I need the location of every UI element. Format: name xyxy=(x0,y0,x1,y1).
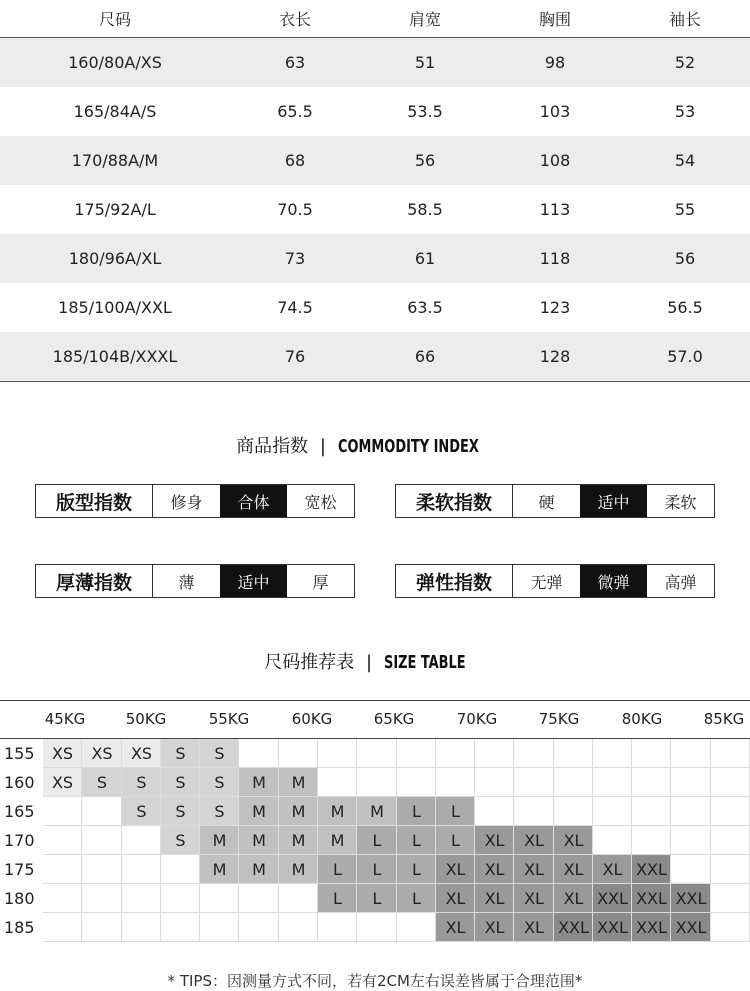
table-cell: 70.5 xyxy=(277,200,313,219)
weight-label: 55KG xyxy=(208,710,250,728)
softness-index-label: 柔软指数 xyxy=(396,485,513,517)
size-cell xyxy=(122,826,161,855)
table-cell: 103 xyxy=(539,102,571,121)
size-cell: S xyxy=(161,797,200,826)
height-label: 180 xyxy=(4,889,35,908)
table-cell: 128 xyxy=(539,347,571,366)
size-cell xyxy=(357,768,397,797)
size-cell xyxy=(397,913,436,942)
size-cell xyxy=(554,797,593,826)
table-cell: 68 xyxy=(284,151,306,170)
table-row xyxy=(0,87,750,136)
table-cell: 160/80A/XS xyxy=(68,53,162,72)
size-cell: XXL xyxy=(632,855,671,884)
size-cell xyxy=(711,739,750,768)
table-cell: 61 xyxy=(414,249,436,268)
size-cell xyxy=(43,826,82,855)
table-header-row xyxy=(0,0,750,38)
size-cell xyxy=(318,913,357,942)
table-cell: 63.5 xyxy=(407,298,443,317)
table-cell: 56 xyxy=(674,249,696,268)
table-row xyxy=(0,136,750,185)
size-cell xyxy=(279,913,318,942)
size-cell: XS xyxy=(122,739,161,768)
size-cell xyxy=(671,855,711,884)
size-recommendation-grid xyxy=(0,700,750,942)
size-cell xyxy=(593,768,632,797)
table-cell: 54 xyxy=(674,151,696,170)
elasticity-index-option: 高弹 xyxy=(664,572,697,592)
size-cell xyxy=(82,884,122,913)
table-cell: 65.5 xyxy=(277,102,313,121)
size-cell: S xyxy=(82,768,122,797)
measurement-table xyxy=(0,0,750,382)
size-cell xyxy=(161,913,200,942)
table-cell: 118 xyxy=(539,249,571,268)
weight-label: 65KG xyxy=(373,710,415,728)
table-cell: 52 xyxy=(674,53,696,72)
commodity-title-en: COMMODITY INDEX xyxy=(337,436,479,457)
size-cell xyxy=(239,913,279,942)
size-cell: XL xyxy=(436,884,475,913)
weight-label: 60KG xyxy=(291,710,333,728)
size-cell: XXL xyxy=(593,913,632,942)
size-cell: XL xyxy=(593,855,632,884)
size-cell xyxy=(239,884,279,913)
fit-index-option: 修身 xyxy=(170,492,203,512)
size-cell: L xyxy=(318,884,357,913)
size-cell xyxy=(82,797,122,826)
size-cell xyxy=(632,739,671,768)
size-cell: M xyxy=(239,768,279,797)
table-cell: 73 xyxy=(284,249,306,268)
thickness-index-label: 厚薄指数 xyxy=(36,565,153,597)
size-cell: L xyxy=(436,826,475,855)
size-cell: XL xyxy=(475,855,514,884)
size-cell: M xyxy=(279,768,318,797)
table-row xyxy=(0,185,750,234)
size-cell xyxy=(122,913,161,942)
softness-index-option: 硬 xyxy=(538,492,555,512)
elasticity-index-option: 微弹 xyxy=(580,565,647,597)
height-label: 160 xyxy=(4,773,35,792)
size-cell xyxy=(475,797,514,826)
size-cell xyxy=(593,826,632,855)
size-cell: S xyxy=(161,739,200,768)
size-cell xyxy=(711,797,750,826)
table-cell: 185/100A/XXL xyxy=(58,298,172,317)
size-cell: M xyxy=(279,797,318,826)
size-cell: L xyxy=(397,797,436,826)
height-label: 170 xyxy=(4,831,35,850)
size-cell: S xyxy=(200,739,239,768)
weight-label: 80KG xyxy=(621,710,663,728)
size-cell xyxy=(397,768,436,797)
size-cell xyxy=(82,826,122,855)
table-cell: 56 xyxy=(414,151,436,170)
size-table-title xyxy=(0,648,750,674)
size-cell: L xyxy=(357,855,397,884)
size-cell xyxy=(671,826,711,855)
size-cell xyxy=(279,739,318,768)
size-cell: XXL xyxy=(593,884,632,913)
size-cell: M xyxy=(239,855,279,884)
size-cell: S xyxy=(200,768,239,797)
size-cell xyxy=(475,768,514,797)
size-cell: L xyxy=(436,797,475,826)
size-cell xyxy=(357,913,397,942)
elasticity-index-label: 弹性指数 xyxy=(396,565,513,597)
elasticity-index-option: 无弹 xyxy=(530,572,563,592)
size-cell: XL xyxy=(514,826,554,855)
table-cell: 180/96A/XL xyxy=(68,249,162,268)
table-cell: 56.5 xyxy=(667,298,703,317)
size-cell xyxy=(122,884,161,913)
height-label: 165 xyxy=(4,802,35,821)
size-cell xyxy=(239,739,279,768)
size-cell xyxy=(475,739,514,768)
softness-index-option: 适中 xyxy=(580,485,647,517)
size-cell xyxy=(671,768,711,797)
size-cell xyxy=(43,797,82,826)
thickness-index-option: 厚 xyxy=(312,572,329,592)
size-cell xyxy=(318,739,357,768)
table-row xyxy=(0,283,750,332)
size-cell: XL xyxy=(514,855,554,884)
size-cell xyxy=(711,884,750,913)
size-cell: S xyxy=(122,768,161,797)
size-cell: M xyxy=(318,826,357,855)
table-cell: 165/84A/S xyxy=(73,102,157,121)
size-cell: XS xyxy=(43,768,82,797)
fit-index-label: 版型指数 xyxy=(36,485,153,517)
size-cell: XS xyxy=(82,739,122,768)
size-cell: XL xyxy=(554,826,593,855)
size-cell xyxy=(514,739,554,768)
size-title-cn: 尺码推荐表 xyxy=(264,652,355,673)
size-cell xyxy=(82,855,122,884)
thickness-index-option: 适中 xyxy=(220,565,287,597)
table-cell: 123 xyxy=(539,298,571,317)
size-cell xyxy=(161,884,200,913)
table-cell: 55 xyxy=(674,200,696,219)
header-size: 尺码 xyxy=(98,10,131,29)
grid-top-line xyxy=(0,700,750,701)
size-cell: M xyxy=(318,797,357,826)
commodity-title-sep: | xyxy=(319,436,326,457)
height-label: 175 xyxy=(4,860,35,879)
table-cell: 63 xyxy=(284,53,306,72)
table-cell: 108 xyxy=(539,151,571,170)
size-title-en: SIZE TABLE xyxy=(383,652,466,673)
size-cell: M xyxy=(239,826,279,855)
size-cell: XXL xyxy=(632,913,671,942)
size-title-sep: | xyxy=(365,652,373,673)
size-cell: M xyxy=(200,826,239,855)
table-row xyxy=(0,38,750,87)
thickness-index-option: 薄 xyxy=(178,572,195,592)
size-cell xyxy=(43,884,82,913)
size-cell xyxy=(200,913,239,942)
weight-label: 85KG xyxy=(703,710,745,728)
size-cell xyxy=(554,739,593,768)
size-cell: XL xyxy=(554,855,593,884)
size-cell: L xyxy=(357,826,397,855)
size-cell: L xyxy=(357,884,397,913)
commodity-index-title xyxy=(0,432,750,458)
height-label: 185 xyxy=(4,918,35,937)
size-cell: S xyxy=(161,768,200,797)
size-cell xyxy=(593,739,632,768)
size-cell: M xyxy=(279,855,318,884)
table-cell: 66 xyxy=(414,347,436,366)
size-cell: S xyxy=(122,797,161,826)
size-cell: XL xyxy=(554,884,593,913)
size-cell: XXL xyxy=(671,884,711,913)
size-cell xyxy=(711,826,750,855)
size-cell: M xyxy=(279,826,318,855)
size-cell: M xyxy=(239,797,279,826)
size-cell xyxy=(161,855,200,884)
size-cell: XXL xyxy=(671,913,711,942)
size-cell xyxy=(632,797,671,826)
elasticity-index-box xyxy=(395,564,715,598)
table-cell: 185/104B/XXXL xyxy=(52,347,178,366)
weight-label: 70KG xyxy=(456,710,498,728)
size-cell: L xyxy=(397,884,436,913)
size-cell: XXL xyxy=(632,884,671,913)
size-cell xyxy=(279,884,318,913)
softness-index-option: 柔软 xyxy=(664,492,697,512)
size-cell xyxy=(554,768,593,797)
size-cell xyxy=(200,884,239,913)
table-cell: 98 xyxy=(544,53,566,72)
header-shoulder: 肩宽 xyxy=(408,10,441,29)
table-cell: 53 xyxy=(674,102,696,121)
table-row xyxy=(0,332,750,382)
size-cell xyxy=(514,797,554,826)
size-cell xyxy=(593,797,632,826)
size-cell xyxy=(436,768,475,797)
tips-note: * TIPS：因测量方式不同，若有2CM左右误差皆属于合理范围* xyxy=(167,972,583,990)
header-sleeve: 袖长 xyxy=(668,10,701,29)
size-cell xyxy=(671,739,711,768)
size-cell xyxy=(711,768,750,797)
size-cell: XL xyxy=(436,855,475,884)
weight-label: 45KG xyxy=(44,710,86,728)
softness-index-box xyxy=(395,484,715,518)
table-cell: 51 xyxy=(414,53,436,72)
header-length: 衣长 xyxy=(278,10,311,29)
size-cell xyxy=(357,739,397,768)
height-label: 155 xyxy=(4,744,35,763)
table-cell: 175/92A/L xyxy=(74,200,156,219)
size-cell xyxy=(436,739,475,768)
size-cell: L xyxy=(397,826,436,855)
commodity-title-cn: 商品指数 xyxy=(236,436,309,457)
size-cell xyxy=(711,855,750,884)
size-cell: XL xyxy=(475,884,514,913)
table-cell: 113 xyxy=(539,200,571,219)
header-chest: 胸围 xyxy=(538,10,571,29)
size-cell: XL xyxy=(475,826,514,855)
fit-index-box xyxy=(35,484,355,518)
size-cell xyxy=(43,913,82,942)
size-cell xyxy=(632,768,671,797)
size-cell: XS xyxy=(43,739,82,768)
table-cell: 76 xyxy=(284,347,306,366)
table-row xyxy=(0,234,750,283)
size-cell: M xyxy=(200,855,239,884)
size-cell: L xyxy=(397,855,436,884)
thickness-index-box xyxy=(35,564,355,598)
size-cell: XL xyxy=(475,913,514,942)
table-cell: 57.0 xyxy=(667,347,703,366)
table-cell: 58.5 xyxy=(407,200,443,219)
size-cell: S xyxy=(161,826,200,855)
size-cell: XL xyxy=(514,913,554,942)
size-cell xyxy=(318,768,357,797)
size-cell: XXL xyxy=(554,913,593,942)
table-cell: 170/88A/M xyxy=(71,151,159,170)
weight-label: 50KG xyxy=(125,710,167,728)
size-cell: S xyxy=(200,797,239,826)
size-cell xyxy=(671,797,711,826)
table-cell: 53.5 xyxy=(407,102,443,121)
size-cell xyxy=(711,913,750,942)
size-cell: M xyxy=(357,797,397,826)
fit-index-option: 合体 xyxy=(220,485,287,517)
size-cell xyxy=(82,913,122,942)
fit-index-option: 宽松 xyxy=(304,492,337,512)
size-cell xyxy=(122,855,161,884)
size-cell xyxy=(397,739,436,768)
size-cell xyxy=(43,855,82,884)
size-cell xyxy=(632,826,671,855)
weight-label: 75KG xyxy=(538,710,580,728)
size-cell xyxy=(514,768,554,797)
size-cell: L xyxy=(318,855,357,884)
table-cell: 74.5 xyxy=(277,298,313,317)
size-cell: XL xyxy=(436,913,475,942)
size-cell: XL xyxy=(514,884,554,913)
